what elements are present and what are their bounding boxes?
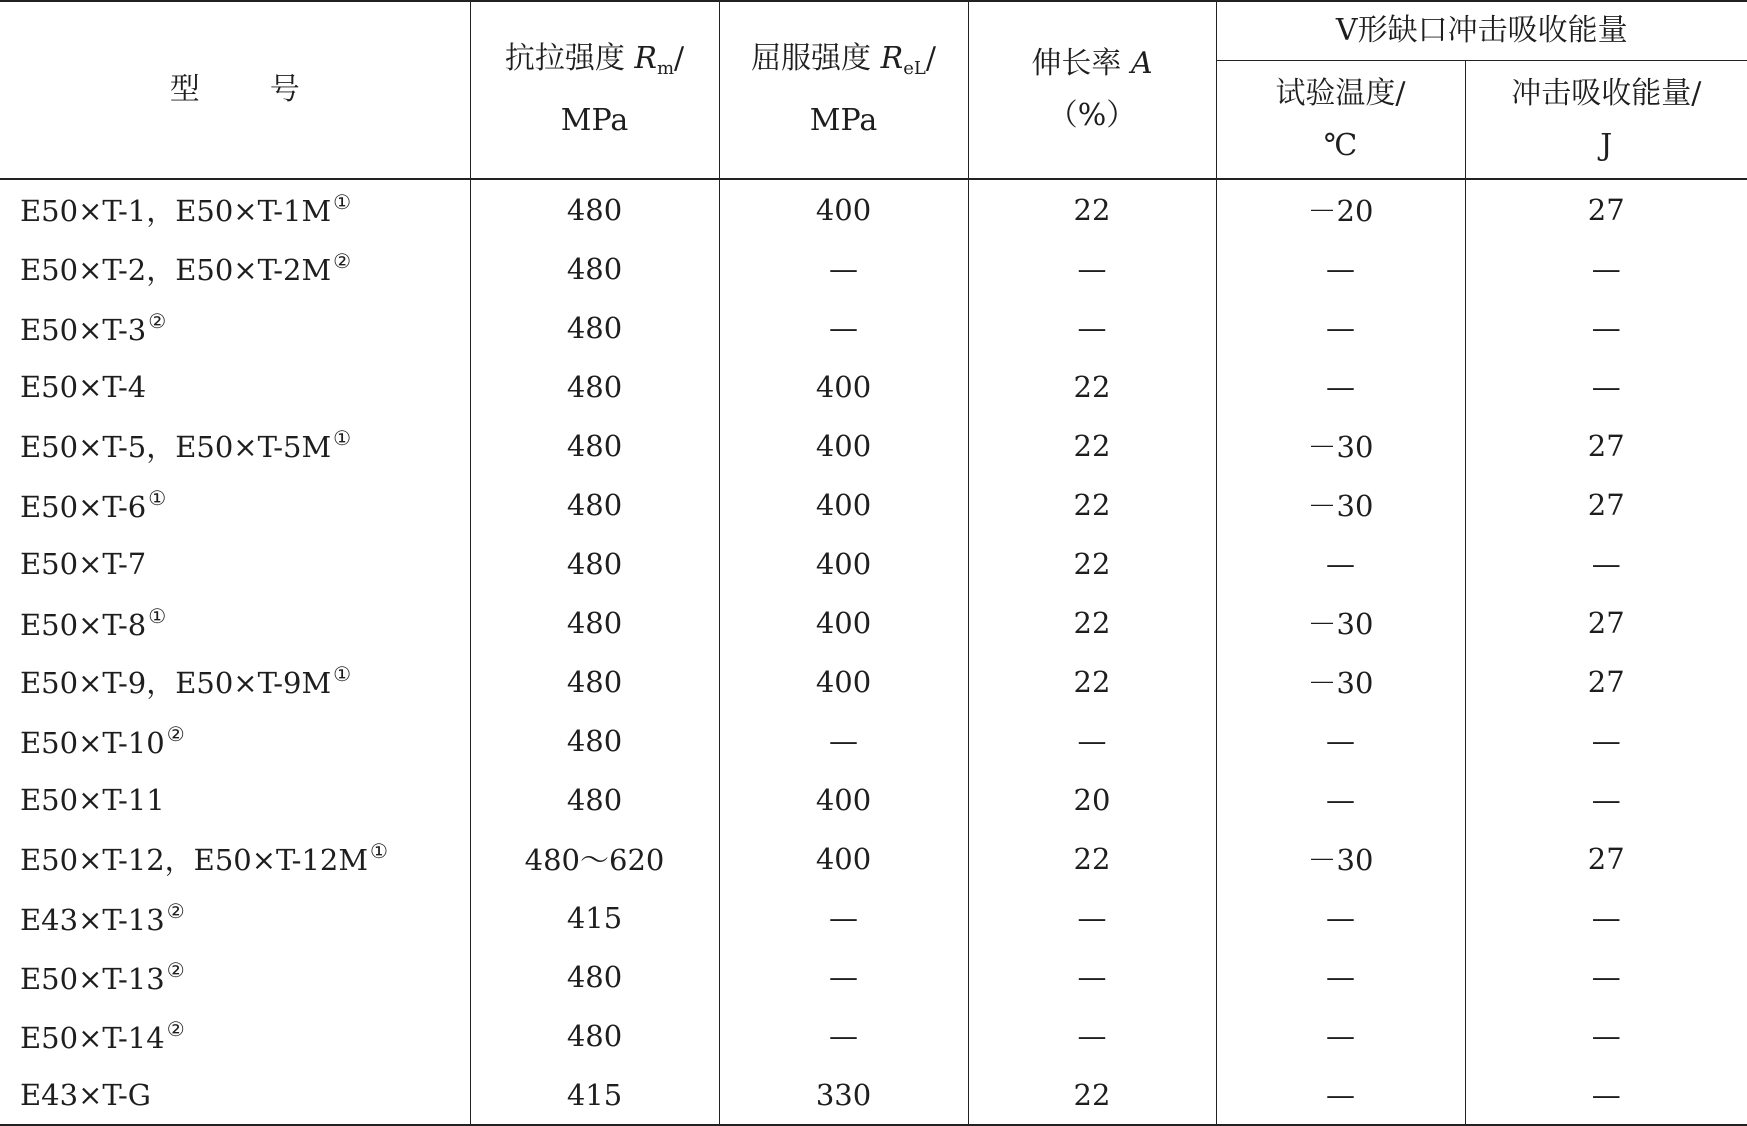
cell-yield: 400: [719, 475, 968, 534]
cell-tensile: 415: [470, 1065, 719, 1125]
header-impact-group: V形缺口冲击吸收能量: [1216, 1, 1747, 61]
header-elongation-label: 伸长率: [1031, 46, 1121, 81]
cell-tensile: 480: [470, 770, 719, 829]
footnote-marker: ②: [148, 309, 166, 333]
cell-model: [0, 1006, 470, 1065]
cell-test-temp: －30: [1216, 416, 1465, 475]
header-yield-label: 屈服强度: [751, 41, 871, 76]
cell-model: [0, 888, 470, 947]
cell-test-temp: —: [1216, 534, 1465, 593]
header-impact-energy-label: 冲击吸收能量/: [1466, 68, 1747, 120]
cell-elongation: —: [968, 888, 1216, 947]
cell-model: [0, 1065, 470, 1125]
model-label: E50×T-14: [20, 1021, 165, 1055]
cell-impact-energy: —: [1465, 1065, 1747, 1125]
header-yield-unit: MPa: [720, 95, 968, 147]
model-label: E50×T-10: [20, 726, 165, 760]
cell-tensile: 480: [470, 239, 719, 298]
table-row: [0, 829, 1747, 888]
cell-elongation: 22: [968, 534, 1216, 593]
cell-tensile: 415: [470, 888, 719, 947]
cell-test-temp: —: [1216, 770, 1465, 829]
table-row: [0, 416, 1747, 475]
model-label: E50×T-8: [20, 608, 146, 642]
cell-tensile: 480: [470, 534, 719, 593]
cell-yield: —: [719, 711, 968, 770]
cell-impact-energy: 27: [1465, 416, 1747, 475]
footnote-marker: ②: [167, 958, 185, 982]
model-label: E50×T-4: [20, 370, 146, 404]
cell-impact-energy: —: [1465, 711, 1747, 770]
header-yield-symbol: R: [881, 41, 904, 76]
cell-tensile: 480: [470, 179, 719, 239]
cell-impact-energy: —: [1465, 888, 1747, 947]
cell-test-temp: —: [1216, 888, 1465, 947]
cell-tensile: 480: [470, 593, 719, 652]
model-label: E50×T-9，E50×T-9M: [20, 666, 331, 700]
cell-model: [0, 239, 470, 298]
cell-yield: 400: [719, 357, 968, 416]
model-label: E50×T-12，E50×T-12M: [20, 843, 368, 877]
cell-elongation: 20: [968, 770, 1216, 829]
footnote-marker: ①: [333, 426, 351, 450]
header-test-temp: [1216, 61, 1465, 180]
table-row: [0, 593, 1747, 652]
model-label: E50×T-2，E50×T-2M: [20, 253, 331, 287]
cell-elongation: 22: [968, 829, 1216, 888]
header-tensile-symbol: R: [634, 41, 657, 76]
table-row: [0, 475, 1747, 534]
cell-test-temp: －30: [1216, 593, 1465, 652]
header-tensile-sub: m: [657, 58, 674, 79]
table-row: [0, 1006, 1747, 1065]
header-test-temp-label: 试验温度/: [1217, 68, 1465, 120]
header-tensile-sep: /: [674, 41, 684, 76]
cell-yield: 400: [719, 593, 968, 652]
footnote-marker: ①: [333, 190, 351, 214]
header-test-temp-unit: ℃: [1217, 120, 1465, 172]
table-row: [0, 770, 1747, 829]
cell-impact-energy: 27: [1465, 593, 1747, 652]
footnote-marker: ①: [148, 604, 166, 628]
cell-yield: 400: [719, 416, 968, 475]
table-row: [0, 652, 1747, 711]
cell-yield: —: [719, 298, 968, 357]
cell-impact-energy: —: [1465, 239, 1747, 298]
header-tensile: [470, 1, 719, 179]
cell-model: [0, 711, 470, 770]
footnote-marker: ②: [167, 722, 185, 746]
footnote-marker: ②: [167, 899, 185, 923]
cell-test-temp: —: [1216, 298, 1465, 357]
cell-impact-energy: 27: [1465, 652, 1747, 711]
table-row: [0, 888, 1747, 947]
model-label: E50×T-6: [20, 490, 146, 524]
footnote-marker: ①: [370, 839, 388, 863]
cell-impact-energy: 27: [1465, 829, 1747, 888]
cell-model: [0, 947, 470, 1006]
cell-model: [0, 593, 470, 652]
model-label: E50×T-1，E50×T-1M: [20, 194, 331, 228]
cell-yield: —: [719, 947, 968, 1006]
cell-model: [0, 770, 470, 829]
cell-tensile: 480: [470, 475, 719, 534]
cell-elongation: —: [968, 711, 1216, 770]
cell-tensile: 480: [470, 652, 719, 711]
table-row: [0, 947, 1747, 1006]
header-yield-sub: eL: [903, 58, 926, 79]
cell-test-temp: —: [1216, 1065, 1465, 1125]
cell-elongation: 22: [968, 652, 1216, 711]
cell-model: [0, 829, 470, 888]
cell-test-temp: —: [1216, 947, 1465, 1006]
cell-tensile: 480: [470, 298, 719, 357]
cell-impact-energy: 27: [1465, 179, 1747, 239]
cell-impact-energy: —: [1465, 1006, 1747, 1065]
cell-yield: 400: [719, 770, 968, 829]
cell-model: [0, 475, 470, 534]
header-impact-energy-unit: J: [1466, 120, 1747, 172]
table-row: [0, 1065, 1747, 1125]
header-tensile-unit: MPa: [471, 95, 719, 147]
model-label: E50×T-5，E50×T-5M: [20, 430, 331, 464]
footnote-marker: ①: [333, 662, 351, 686]
cell-elongation: 22: [968, 416, 1216, 475]
cell-impact-energy: —: [1465, 534, 1747, 593]
footnote-marker: ②: [167, 1017, 185, 1041]
cell-yield: —: [719, 1006, 968, 1065]
cell-model: [0, 416, 470, 475]
table-row: [0, 534, 1747, 593]
cell-model: [0, 534, 470, 593]
header-elongation: [968, 1, 1216, 179]
cell-yield: 400: [719, 652, 968, 711]
model-label: E50×T-11: [20, 783, 165, 817]
table-body: [0, 179, 1747, 1125]
header-yield: [719, 1, 968, 179]
cell-elongation: 22: [968, 593, 1216, 652]
table-row: [0, 298, 1747, 357]
header-impact-energy: [1465, 61, 1747, 180]
table-row: [0, 239, 1747, 298]
header-elongation-symbol: A: [1131, 46, 1153, 81]
cell-elongation: 22: [968, 1065, 1216, 1125]
model-label: E43×T-13: [20, 903, 165, 937]
header-yield-sep: /: [926, 41, 936, 76]
footnote-marker: ①: [148, 486, 166, 510]
cell-model: [0, 652, 470, 711]
header-model: [0, 1, 470, 179]
header-model-char-1: 型: [170, 72, 200, 107]
cell-tensile: 480～620: [470, 829, 719, 888]
cell-elongation: —: [968, 298, 1216, 357]
table-header: [0, 1, 1747, 179]
cell-model: [0, 179, 470, 239]
cell-elongation: 22: [968, 475, 1216, 534]
cell-model: [0, 357, 470, 416]
cell-elongation: —: [968, 947, 1216, 1006]
cell-test-temp: —: [1216, 357, 1465, 416]
cell-tensile: 480: [470, 416, 719, 475]
cell-impact-energy: —: [1465, 770, 1747, 829]
cell-impact-energy: 27: [1465, 475, 1747, 534]
footnote-marker: ②: [333, 249, 351, 273]
table-row: [0, 179, 1747, 239]
cell-elongation: —: [968, 239, 1216, 298]
cell-test-temp: －20: [1216, 179, 1465, 239]
cell-yield: 400: [719, 534, 968, 593]
cell-elongation: 22: [968, 179, 1216, 239]
cell-tensile: 480: [470, 357, 719, 416]
cell-elongation: —: [968, 1006, 1216, 1065]
cell-test-temp: —: [1216, 1006, 1465, 1065]
header-tensile-label: 抗拉强度: [505, 41, 625, 76]
cell-model: [0, 298, 470, 357]
header-elongation-unit: （%）: [969, 90, 1216, 142]
cell-elongation: 22: [968, 357, 1216, 416]
cell-impact-energy: —: [1465, 357, 1747, 416]
cell-tensile: 480: [470, 1006, 719, 1065]
header-model-char-2: 号: [270, 72, 300, 107]
cell-tensile: 480: [470, 947, 719, 1006]
cell-yield: —: [719, 888, 968, 947]
cell-test-temp: —: [1216, 711, 1465, 770]
cell-tensile: 480: [470, 711, 719, 770]
model-label: E43×T-G: [20, 1078, 151, 1112]
cell-test-temp: －30: [1216, 652, 1465, 711]
model-label: E50×T-13: [20, 962, 165, 996]
cell-test-temp: －30: [1216, 475, 1465, 534]
cell-yield: 400: [719, 829, 968, 888]
cell-impact-energy: —: [1465, 947, 1747, 1006]
cell-test-temp: —: [1216, 239, 1465, 298]
cell-impact-energy: —: [1465, 298, 1747, 357]
model-label: E50×T-7: [20, 547, 146, 581]
cell-yield: 400: [719, 179, 968, 239]
cell-test-temp: －30: [1216, 829, 1465, 888]
model-label: E50×T-3: [20, 313, 146, 347]
cell-yield: —: [719, 239, 968, 298]
table-row: [0, 357, 1747, 416]
cell-yield: 330: [719, 1065, 968, 1125]
table-row: [0, 711, 1747, 770]
